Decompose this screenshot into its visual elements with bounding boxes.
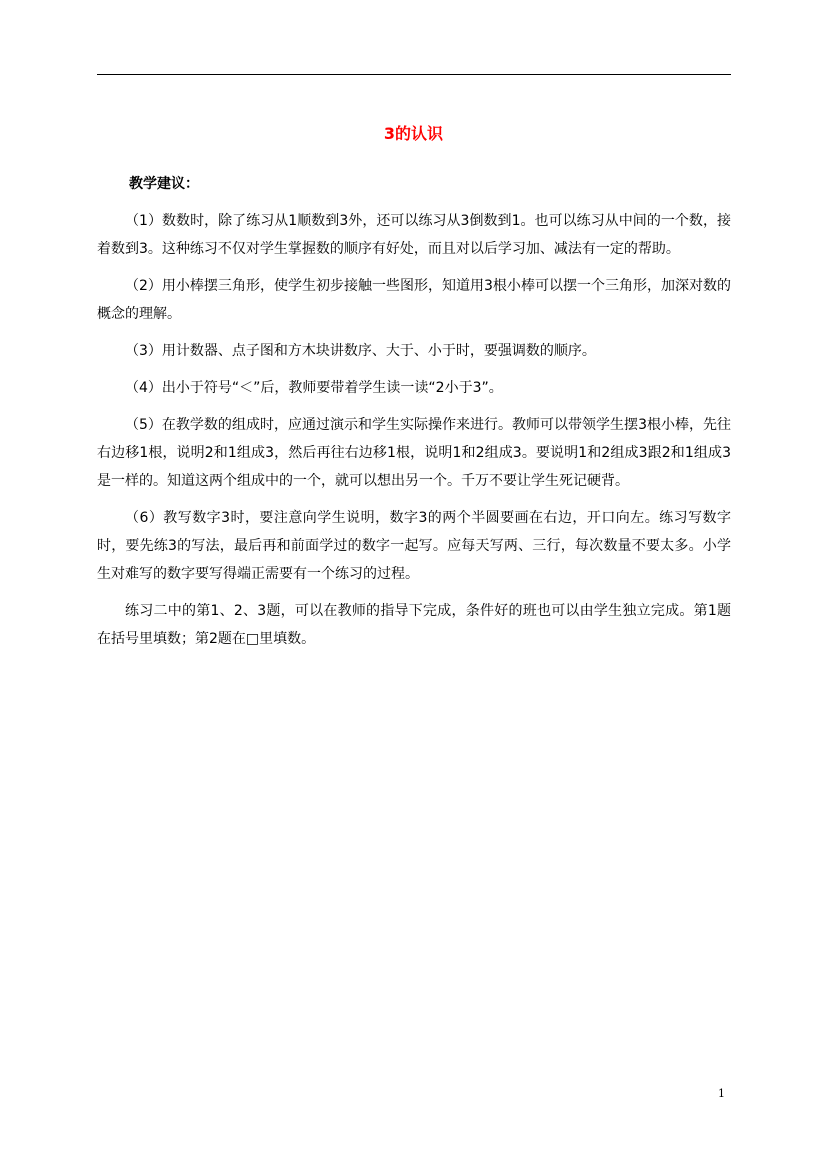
paragraph-2: （2）用小棒摆三角形，使学生初步接触一些图形，知道用3根小棒可以摆一个三角形，加深对数的概念的理解。 — [97, 278, 731, 322]
header-rule — [97, 74, 731, 75]
document-body — [97, 170, 731, 653]
paragraph-4: （4）出小于符号“＜”后，教师要带着学生读一读“2小于3”。 — [125, 380, 503, 396]
paragraph-6: （6）教写数字3时，要注意向学生说明，数字3的两个半圆要画在右边，开口向左。练习写数字时，要先练3的写法，最后再和前面学过的数字一起写。应每天写两、三行，每次数量不要太多。小学生对难写的数字要写得端正需要有一个练习的过程。 — [97, 510, 731, 582]
paragraph-1: （1）数数时，除了练习从1顺数到3外，还可以练习从3倒数到1。也可以练习从中间的一个数，接着数到3。这种练习不仅对学生掌握数的顺序有好处，而且对以后学习加、减法有一定的帮助。 — [97, 213, 731, 257]
paragraph-5: （5）在教学数的组成时，应通过演示和学生实际操作来进行。教师可以带领学生摆3根小棒，先往右边移1根，说明2和1组成3，然后再往右边移1根，说明1和2组成3。要说明1和2组成3跟2和1组成3是一样的。知道这两个组成中的一个，就可以想出另一个。千万不要让学生死记硬背。 — [97, 417, 731, 489]
paragraph-7: 练习二中的第1、2、3题，可以在教师的指导下完成，条件好的班也可以由学生独立完成。第1题在括号里填数；第2题在□里填数。 — [97, 603, 731, 647]
page-number: 1 — [718, 1087, 725, 1100]
section-heading: 教学建议： — [129, 176, 199, 192]
paragraph-3: （3）用计数器、点子图和方木块讲数序、大于、小于时，要强调数的顺序。 — [125, 343, 596, 359]
document-title: 3的认识 — [383, 124, 444, 143]
